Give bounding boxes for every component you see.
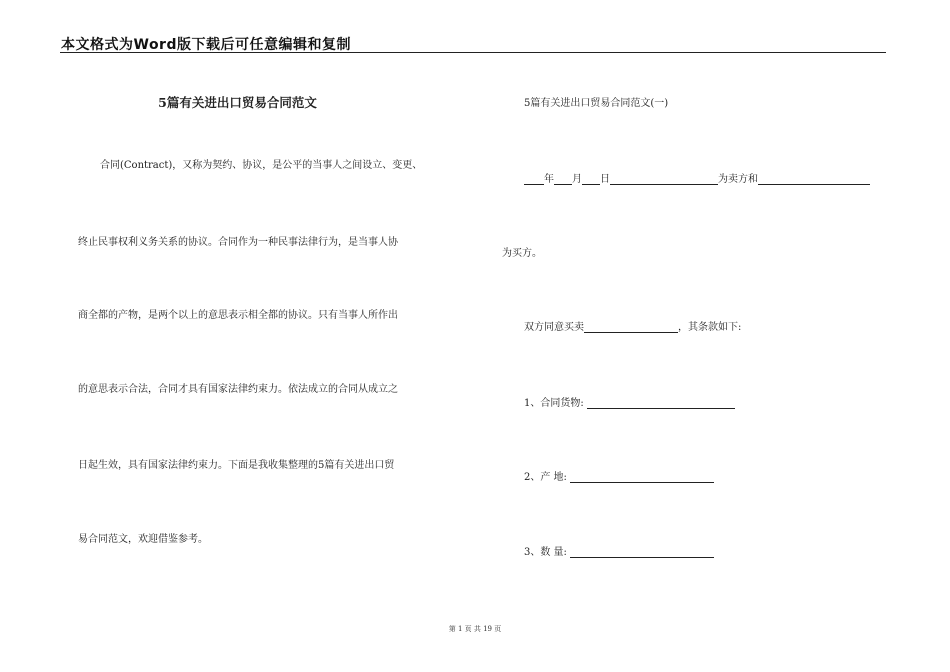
- item-quantity-blank: [570, 547, 714, 558]
- buyer-line: 为买方。: [502, 248, 542, 259]
- date-party-line: [524, 170, 870, 185]
- paragraph-line: 日起生效，具有国家法律约束力。下面是我收集整理的5篇有关进出口贸: [78, 460, 395, 471]
- paragraph-line: 易合同范文，欢迎借鉴参考。: [78, 534, 208, 545]
- contract-heading: 5篇有关进出口贸易合同范文(一): [524, 98, 669, 109]
- header-divider: [60, 52, 886, 53]
- item-goods-label: 1、合同货物:: [524, 398, 584, 409]
- paragraph-line: 的意思表示合法，合同才具有国家法律约束力。依法成立的合同从成立之: [78, 384, 398, 395]
- seller-label: 为卖方和: [718, 174, 758, 185]
- item-goods-blank: [587, 398, 735, 409]
- agreement-line: [524, 318, 741, 333]
- item-origin-label: 2、产 地:: [524, 472, 567, 483]
- year-blank: [524, 174, 544, 185]
- item-goods-line: [524, 394, 735, 409]
- item-origin-line: [524, 468, 714, 483]
- item-origin-blank: [570, 472, 714, 483]
- item-quantity-label: 3、数 量:: [524, 547, 567, 558]
- paragraph-line: 商全都的产物，是两个以上的意思表示相全都的协议。只有当事人所作出: [78, 310, 398, 321]
- month-label: 月: [572, 174, 582, 185]
- agreement-suffix: ，其条款如下:: [678, 322, 742, 333]
- goods-blank: [584, 322, 678, 333]
- year-label: 年: [544, 174, 554, 185]
- item-quantity-line: [524, 543, 714, 558]
- month-blank: [554, 174, 572, 185]
- buyer-blank: [758, 174, 870, 185]
- paragraph-line: 合同(Contract)，又称为契约、协议，是公平的当事人之间设立、变更、: [100, 160, 423, 171]
- day-blank: [582, 174, 600, 185]
- page-number: 第 1 页 共 19 页: [448, 625, 502, 633]
- seller-blank: [610, 174, 718, 185]
- agreement-prefix: 双方同意买卖: [524, 322, 584, 333]
- paragraph-line: 终止民事权利义务关系的协议。合同作为一种民事法律行为，是当事人协: [78, 237, 398, 248]
- day-label: 日: [600, 174, 610, 185]
- document-header-title: 本文格式为Word版下载后可任意编辑和复制: [61, 37, 351, 53]
- document-title: 5篇有关进出口贸易合同范文: [158, 95, 317, 110]
